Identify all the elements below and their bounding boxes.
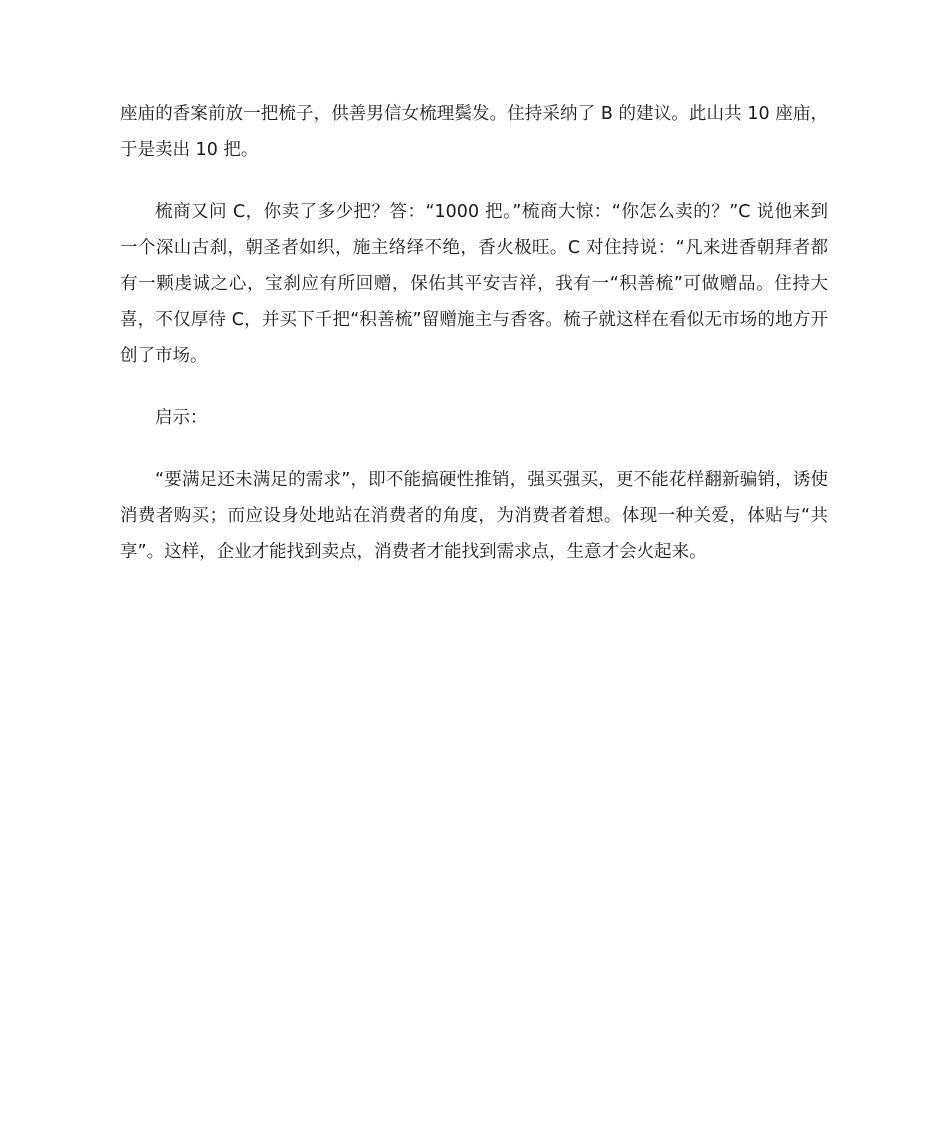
paragraph-seller-c: 梳商又问 C，你卖了多少把？答：“1000 把。”梳商大惊：“你怎么卖的？”C 说他来到一个深山古刹，朝圣者如织，施主络绎不绝，香火极旺。C 对住持说：“凡来进香朝拜者都有一颗虔诚之心，宝刹应有所回赠，保佑其平安吉祥，我有一“积善梳”可做赠品。住持大喜，不仅厚待 C，并买下千把“积善梳”留赠施主与香客。梳子就这样在看似无市场的地方开创了市场。 [120, 202, 828, 366]
paragraph-continuation: 座庙的香案前放一把梳子，供善男信女梳理鬓发。住持采纳了 B 的建议。此山共 10 座庙，于是卖出 10 把。 [120, 104, 828, 160]
document-body [120, 96, 828, 570]
paragraph-insight-body: “要满足还未满足的需求”，即不能搞硬性推销，强买强买，更不能花样翻新骗销，诱使消费者购买；而应设身处地站在消费者的角度，为消费者着想。体现一种关爱，体贴与“共享”。这样，企业才能找到卖点，消费者才能找到需求点，生意才会火起来。 [120, 470, 828, 562]
paragraph-insight-heading: 启示： [155, 408, 208, 428]
